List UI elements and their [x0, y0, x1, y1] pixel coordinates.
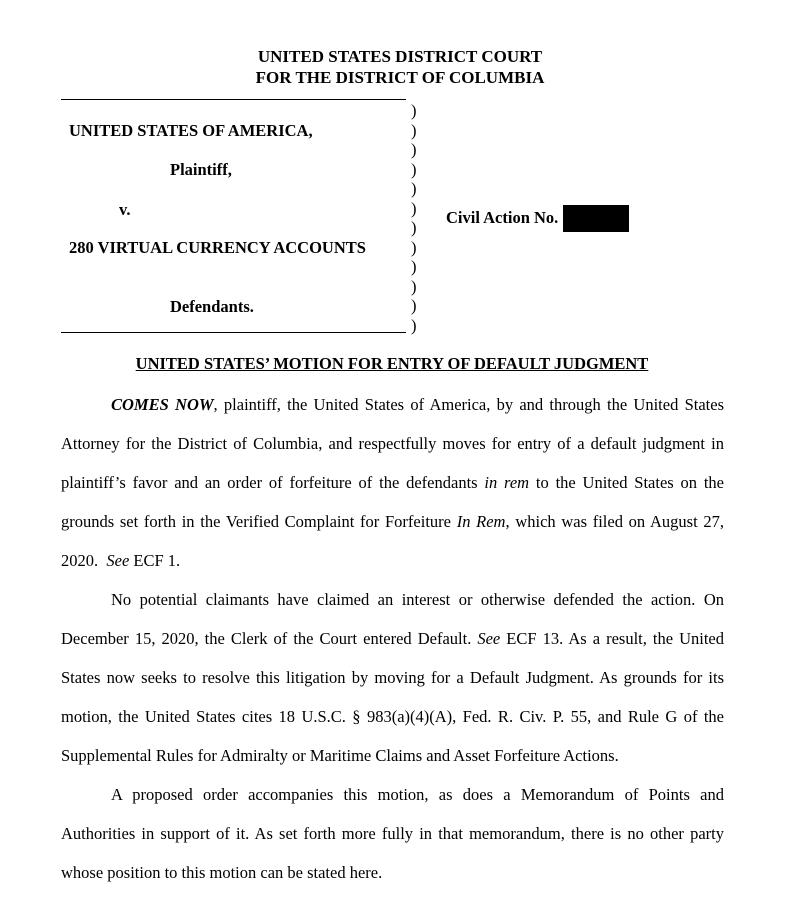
motion-title: UNITED STATES’ MOTION FOR ENTRY OF DEFAULT JUDGMENT [135, 354, 649, 373]
text-run: , plaintiff, the United States of America, by and through the United States [213, 395, 724, 414]
text-run: ECF 13. As a result, the United [500, 629, 725, 648]
caption-bottom-rule [61, 332, 406, 333]
paragraph-1-line-5 [61, 551, 724, 571]
paren: ) [411, 179, 417, 198]
paren: ) [411, 218, 417, 237]
paren: ) [411, 120, 417, 140]
paragraph-1-line-2: Attorney for the District of Columbia, and respectfully moves for entry of a default judgment in [61, 434, 724, 453]
text-run: ECF 1. [129, 551, 181, 570]
paragraph-1-line-1 [111, 395, 724, 415]
paren: ) [411, 296, 417, 315]
paragraph-2-line-3: States now seeks to resolve this litigation by moving for a Default Judgment. As grounds for its [61, 668, 724, 687]
paren: ) [411, 276, 417, 296]
civil-action-label: Civil Action No. [446, 208, 559, 227]
paragraph-2-line-2 [61, 629, 724, 649]
paren: ) [411, 315, 417, 335]
defendant-name: 280 VIRTUAL CURRENCY ACCOUNTS [69, 238, 366, 257]
court-heading [0, 46, 800, 88]
paren: ) [411, 140, 417, 159]
plaintiff-role: Plaintiff, [170, 160, 232, 179]
paren: ) [411, 101, 417, 120]
court-district: FOR THE DISTRICT OF COLUMBIA [255, 68, 545, 87]
paragraph-2-line-1: No potential claimants have claimed an interest or otherwise defended the action. On [111, 590, 724, 609]
paragraph-3-line-3: whose position to this motion can be stated here. [61, 863, 383, 882]
paren: ) [411, 257, 417, 276]
text-run: , which was filed on August 27, [505, 512, 724, 531]
paragraph-1-line-4 [61, 512, 724, 532]
paragraph-2-line-4: motion, the United States cites 18 U.S.C. § 983(a)(4)(A), Fed. R. Civ. P. 55, and Rule G of the [61, 707, 724, 726]
italic-term: In Rem [456, 512, 506, 531]
paren: ) [411, 237, 417, 257]
caption-top-rule [61, 99, 406, 100]
paren: ) [411, 198, 417, 218]
court-name: UNITED STATES DISTRICT COURT [257, 47, 543, 66]
text-run: December 15, 2020, the Clerk of the Court entered Default. [61, 629, 478, 648]
paragraph-3-line-1: A proposed order accompanies this motion, as does a Memorandum of Points and [111, 785, 724, 804]
italic-term: See [106, 551, 130, 570]
text-run: 2020. [61, 551, 107, 570]
text-run: grounds set forth in the Verified Complaint for Forfeiture [61, 512, 457, 531]
redaction-box [563, 205, 629, 232]
text-run: plaintiff’s favor and an order of forfeiture of the defendants [61, 473, 485, 492]
caption-paren-column [411, 101, 417, 335]
versus-label: v. [119, 200, 131, 219]
paragraph-1-line-3 [61, 473, 724, 493]
paragraph-2-line-5: Supplemental Rules for Admiralty or Maritime Claims and Asset Forfeiture Actions. [61, 746, 619, 765]
paragraph-3-line-2: Authorities in support of it. As set forth more fully in that memorandum, there is no other party [61, 824, 724, 843]
italic-term: See [477, 629, 501, 648]
paren: ) [411, 159, 417, 179]
italic-term: in rem [484, 473, 530, 492]
defendant-role: Defendants. [170, 297, 254, 316]
text-run: to the United States on the [529, 473, 724, 492]
plaintiff-name: UNITED STATES OF AMERICA, [69, 121, 313, 140]
comes-now-lead: COMES NOW [111, 395, 214, 414]
